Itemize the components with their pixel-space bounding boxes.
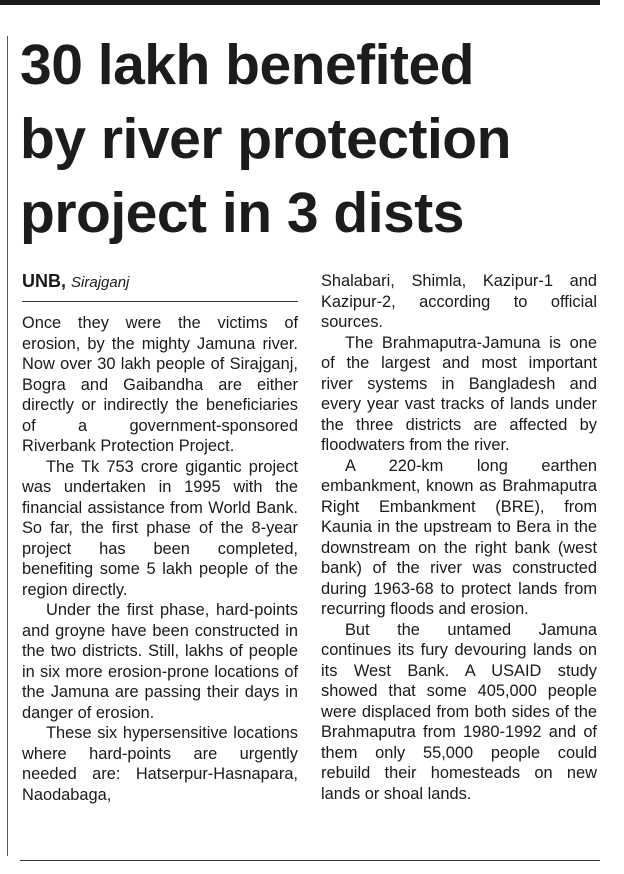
paragraph: Under the first phase, hard-points and groyne have been constructed in the two districts. Still, lakhs of people in six more erosion-prone locations of the Jamuna are passing their days in danger of erosion. xyxy=(22,601,298,722)
headline xyxy=(20,28,610,250)
paragraph: The Brahmaputra-Jamuna is one of the largest and most important river systems in Bangladesh and every year vast tracks of lands under the three districts are affected by floodwaters from the river. xyxy=(321,333,597,454)
paragraph: A 220-km long earthen embankment, known as Brahmaputra Right Embankment (BRE), from Kaunia in the upstream to Bera in the downstream on the right bank (west bank) of the river was constructed during 1963-68 to protect lands from recurring floods and erosion. xyxy=(321,456,597,618)
headline-line-1: 30 lakh benefited xyxy=(20,33,474,97)
headline-line-2: by river protection xyxy=(20,107,511,171)
left-column-rule xyxy=(7,36,8,856)
byline xyxy=(22,270,298,294)
bottom-rule xyxy=(20,860,600,861)
top-rule xyxy=(0,0,600,5)
byline-location: Sirajganj xyxy=(71,274,130,291)
paragraph: These six hypersensitive locations where hard-points are urgently needed are: Hatserpur-Hasnapara, Naodabaga, xyxy=(22,724,298,804)
paragraph: But the untamed Jamuna continues its fury devouring lands on its West Bank. A USAID study showed that some 405,000 people were displaced from both sides of the Brahmaputra from 1980-1992 and of them only 55,000 people could rebuild their homesteads on new lands or shoal lands. xyxy=(321,620,597,803)
article-column-2 xyxy=(321,271,597,804)
byline-rule xyxy=(22,301,298,302)
byline-agency: UNB, xyxy=(22,271,66,291)
headline-line-3: project in 3 dists xyxy=(20,181,464,245)
article-column-1 xyxy=(22,313,298,805)
paragraph: Shalabari, Shimla, Kazipur-1 and Kazipur-2, according to official sources. xyxy=(321,272,597,331)
paragraph: Once they were the victims of erosion, by the mighty Jamuna river. Now over 30 lakh people of Sirajganj, Bogra and Gaibandha are either directly or indirectly the beneficiaries of a government-sponsored Riverbank Protection Project. xyxy=(22,314,298,455)
paragraph: The Tk 753 crore gigantic project was undertaken in 1995 with the financial assistance from World Bank. So far, the first phase of the 8-year project has been completed, benefiting some 5 lakh people of the region directly. xyxy=(22,457,298,599)
